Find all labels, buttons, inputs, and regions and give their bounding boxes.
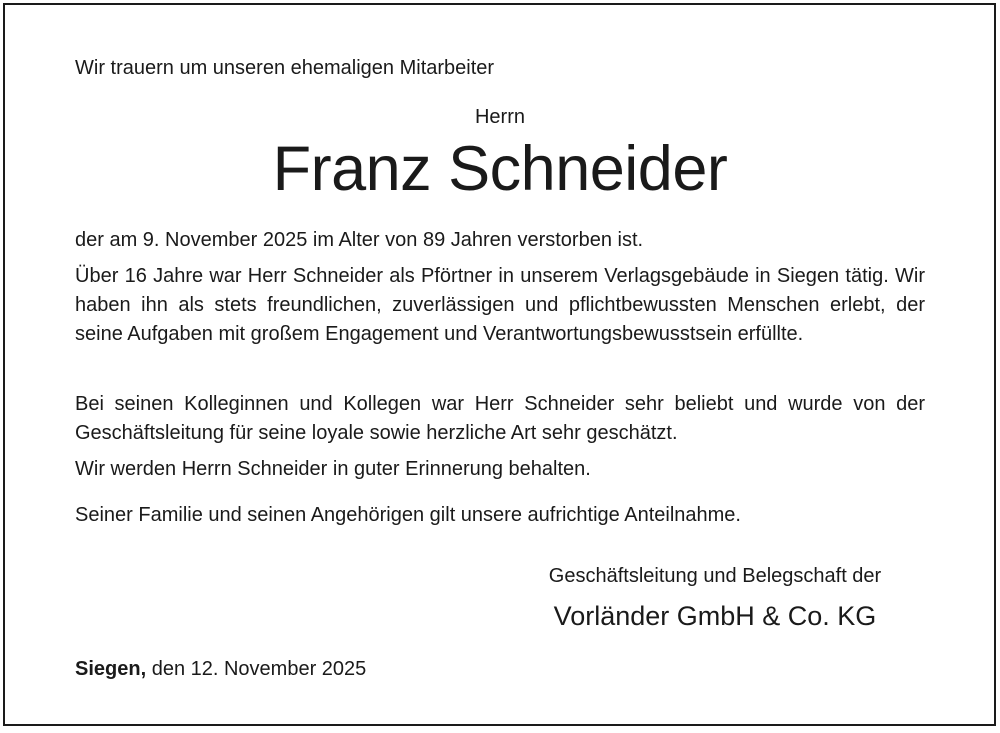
death-date-paragraph: der am 9. November 2025 im Alter von 89 Jahren verstorben ist. xyxy=(75,229,644,251)
company-name: Vorländer GmbH & Co. KG xyxy=(553,601,877,631)
condolence-paragraph: Seiner Familie und seinen Angehörigen gilt unsere aufrichtige Anteilnahme. xyxy=(75,504,741,526)
career-paragraph: Über 16 Jahre war Herr Schneider als Pförtner in unserem Verlagsgebäude in Siegen tätig. Wir haben ihn als stets freundlichen, zuverlässigen und pflichtbewussten Menschen erlebt, der seine Aufgaben mit großem Engagement und Verantwortungsbewusstsein erfüllte. xyxy=(75,265,925,345)
signoff-line: Geschäftsleitung und Belegschaft der xyxy=(548,565,882,587)
colleagues-paragraph: Bei seinen Kolleginnen und Kollegen war Herr Schneider sehr beliebt und wurde von der Geschäftsleitung für seine loyale sowie herzliche Art sehr geschätzt. xyxy=(75,393,925,444)
place: Siegen, xyxy=(75,658,147,680)
deceased-name: Franz Schneider xyxy=(272,134,728,204)
date: den 12. November 2025 xyxy=(151,658,367,680)
intro-text: Wir trauern um unseren ehemaligen Mitarbeiter xyxy=(75,57,495,79)
place-date-line xyxy=(75,656,366,682)
salutation: Herrn xyxy=(474,106,525,128)
memory-paragraph: Wir werden Herrn Schneider in guter Erinnerung behalten. xyxy=(75,458,591,480)
